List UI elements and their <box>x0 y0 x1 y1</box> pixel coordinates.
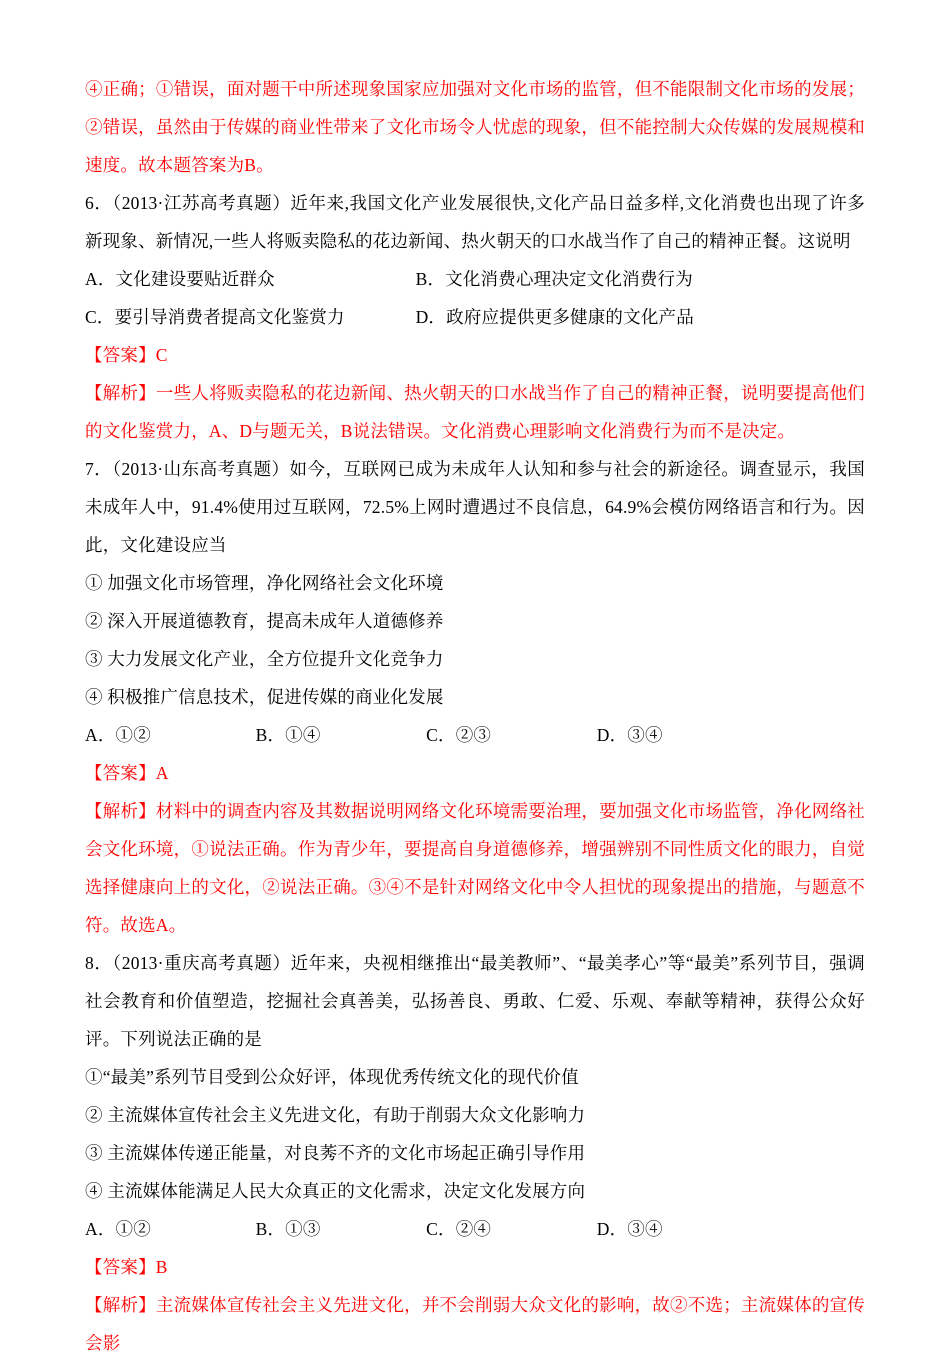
q8-item-1: ①“最美”系列节目受到公众好评，体现优秀传统文化的现代价值 <box>85 1067 579 1087</box>
q6-explanation: 【解析】一些人将贩卖隐私的花边新闻、热火朝天的口水战当作了自己的精神正餐，说明要提高他们的文化鉴赏力，A、D与题无关，B说法错误。文化消费心理影响文化消费行为而不是决定。 <box>85 383 865 441</box>
q7-options-row <box>85 716 865 754</box>
q6-options-row-2 <box>85 298 865 336</box>
q8-option-a: A．①② <box>85 1219 151 1239</box>
q6-stem: 6．（2013·江苏高考真题）近年来,我国文化产业发展很快,文化产品日益多样,文化消费也出现了许多新现象、新情况,一些人将贩卖隐私的花边新闻、热火朝天的口水战当作了自己的精神正餐。这说明 <box>85 193 865 251</box>
q8-item-3: ③ 主流媒体传递正能量，对良莠不齐的文化市场起正确引导作用 <box>85 1143 586 1163</box>
q6-option-a: A．文化建设要贴近群众 <box>85 269 275 289</box>
q8-option-d: D．③④ <box>596 1219 663 1239</box>
q7-explanation: 【解析】材料中的调查内容及其数据说明网络文化环境需要治理，要加强文化市场监管，净化网络社会文化环境，①说法正确。作为青少年，要提高自身道德修养，增强辨别不同性质文化的眼力，自觉选择健康向上的文化，②说法正确。③④不是针对网络文化中令人担忧的现象提出的措施，与题意不符。故选A。 <box>85 801 865 935</box>
q6-option-c: C．要引导消费者提高文化鉴赏力 <box>85 307 345 327</box>
q7-answer: 【答案】A <box>85 763 169 783</box>
q6-option-b: B．文化消费心理决定文化消费行为 <box>415 269 693 289</box>
q6-options-row-1 <box>85 260 865 298</box>
q6-option-d: D．政府应提供更多健康的文化产品 <box>415 307 694 327</box>
q7-item-2: ② 深入开展道德教育，提高未成年人道德修养 <box>85 611 444 631</box>
q6-answer: 【答案】C <box>85 345 168 365</box>
q8-option-c: C．②④ <box>426 1219 492 1239</box>
q7-item-1: ① 加强文化市场管理，净化网络社会文化环境 <box>85 573 444 593</box>
q8-answer: 【答案】B <box>85 1257 168 1277</box>
q8-explanation: 【解析】主流媒体宣传社会主义先进文化，并不会削弱大众文化的影响，故②不选；主流媒体的宣传会影 <box>85 1295 865 1353</box>
q8-item-2: ② 主流媒体宣传社会主义先进文化，有助于削弱大众文化影响力 <box>85 1105 586 1125</box>
q7-option-c: C．②③ <box>426 725 492 745</box>
q7-option-d: D．③④ <box>596 725 663 745</box>
q7-item-4: ④ 积极推广信息技术，促进传媒的商业化发展 <box>85 687 444 707</box>
q8-options-row <box>85 1210 865 1248</box>
q8-item-4: ④ 主流媒体能满足人民大众真正的文化需求，决定文化发展方向 <box>85 1181 586 1201</box>
q7-option-b: B．①④ <box>255 725 321 745</box>
q5-explanation-tail: ④正确；①错误，面对题干中所述现象国家应加强对文化市场的监管，但不能限制文化市场的发展；②错误，虽然由于传媒的商业性带来了文化市场令人忧虑的现象，但不能控制大众传媒的发展规模和速度。故本题答案为B。 <box>85 79 865 175</box>
q8-option-b: B．①③ <box>255 1219 321 1239</box>
q7-item-3: ③ 大力发展文化产业，全方位提升文化竞争力 <box>85 649 444 669</box>
q7-option-a: A．①② <box>85 725 151 745</box>
q8-stem: 8．（2013·重庆高考真题）近年来，央视相继推出“最美教师”、“最美孝心”等“最美”系列节目，强调社会教育和价值塑造，挖掘社会真善美，弘扬善良、勇敢、仁爱、乐观、奉献等精神，获得公众好评。下列说法正确的是 <box>85 953 865 1049</box>
q7-stem: 7．（2013·山东高考真题）如今，互联网已成为未成年人认知和参与社会的新途径。调查显示，我国未成年人中，91.4%使用过互联网，72.5%上网时遭遇过不良信息，64.9%会模仿网络语言和行为。因此，文化建设应当 <box>85 459 865 555</box>
